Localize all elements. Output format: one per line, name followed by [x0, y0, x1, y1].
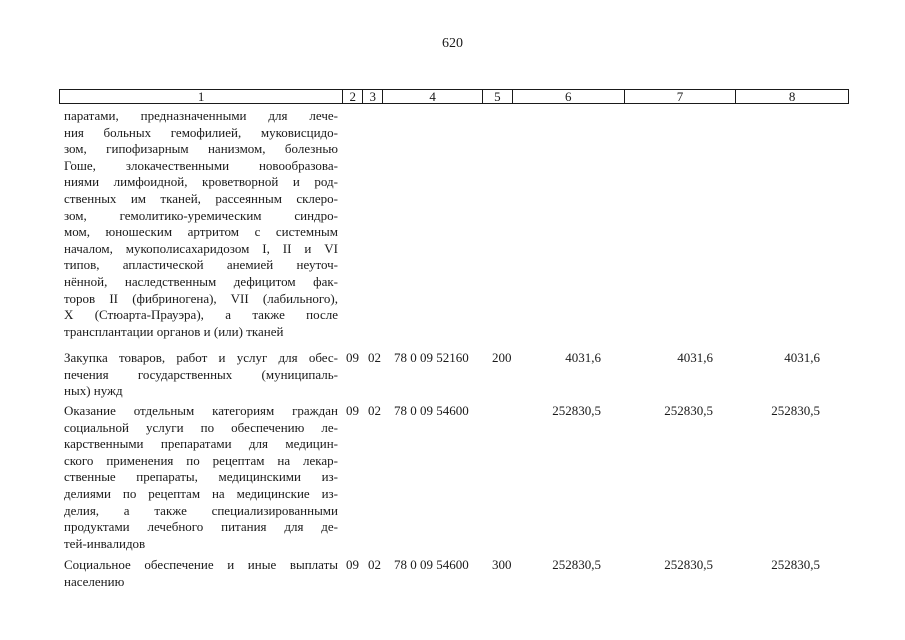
description-line: нённой, наследственным дефицитом фак-: [64, 273, 338, 289]
header-col-6: 6: [513, 90, 625, 103]
cell-c6: 252830,5: [552, 557, 601, 572]
row-description: [64, 350, 338, 400]
header-col-4: 4: [383, 90, 483, 103]
description-line: продуктами лечебного питания для де-: [64, 519, 338, 535]
header-col-5: 5: [483, 90, 513, 103]
description-line: населению: [64, 573, 125, 589]
cell-c6: 4031,6: [565, 350, 601, 365]
description-line: ственные препараты, медицинскими из-: [64, 469, 338, 485]
description-line: Оказание отдельным категориям граждан: [64, 403, 338, 418]
cell-c4: 78 0 09 52160: [394, 350, 469, 365]
description-line: мом, юношеским артритом с системным: [64, 224, 338, 240]
cell-c4: 78 0 09 54600: [394, 557, 469, 572]
description-line: началом, мукополисахаридозом I, II и VI: [64, 240, 338, 256]
page-number: 620: [442, 36, 463, 51]
description-line: трансплантации органов и (или) тканей: [64, 323, 284, 339]
cell-c3: 02: [368, 350, 381, 365]
cell-c3: 02: [368, 403, 381, 418]
description-line: паратами, предназначенными для лече-: [64, 108, 338, 123]
row-description: [64, 108, 338, 340]
header-col-8: 8: [788, 89, 796, 104]
description-line: зом, гипофизарным нанизмом, болезнью: [64, 141, 338, 157]
cell-c2: 09: [346, 350, 359, 365]
cell-c3: 02: [368, 557, 381, 572]
description-line: ственных им тканей, рассеянным склеро-: [64, 190, 338, 206]
header-col-2: 2: [343, 90, 363, 103]
cell-c8: 4031,6: [784, 350, 820, 365]
cell-c8: 252830,5: [771, 557, 820, 572]
description-line: Гоше, злокачественными новообразова-: [64, 157, 338, 173]
description-line: X (Стюарта-Прауэра), а также после: [64, 307, 338, 323]
description-line: делиями по рецептам на медицинские из-: [64, 485, 338, 501]
cell-c5: 300: [492, 557, 512, 572]
header-col-7: 7: [625, 90, 737, 103]
cell-c7: 252830,5: [664, 557, 713, 572]
cell-c8: 252830,5: [771, 403, 820, 418]
description-line: Закупка товаров, работ и услуг для обес-: [64, 350, 338, 365]
cell-c6: 252830,5: [552, 403, 601, 418]
description-line: социальной услуги по обеспечению ле-: [64, 419, 338, 435]
row-description: [64, 403, 338, 552]
cell-c2: 09: [346, 557, 359, 572]
description-line: тей-инвалидов: [64, 535, 146, 551]
description-line: делия, а также специализированными: [64, 502, 338, 518]
description-line: ниями лимфоидной, кроветворной и род-: [64, 174, 338, 190]
cell-c4: 78 0 09 54600: [394, 403, 469, 418]
description-line: Социальное обеспечение и иные выплаты: [64, 557, 338, 572]
cell-c7: 252830,5: [664, 403, 713, 418]
description-line: зом, гемолитико-уремическим синдро-: [64, 207, 338, 223]
cell-c2: 09: [346, 403, 359, 418]
description-line: карственными препаратами для медицин-: [64, 436, 338, 452]
row-description: [64, 557, 338, 590]
cell-c5: 200: [492, 350, 512, 365]
description-line: ния больных гемофилией, муковисцидо-: [64, 124, 338, 140]
description-line: ского применения по рецептам на лекар-: [64, 452, 338, 468]
description-line: торов II (фибриногена), VII (лабильного),: [64, 290, 338, 306]
cell-c7: 4031,6: [677, 350, 713, 365]
description-line: печения государственных (муниципаль-: [64, 366, 338, 382]
table-header-row: [59, 89, 849, 104]
description-line: типов, апластической анемией неуточ-: [64, 257, 338, 273]
header-col-3: 3: [363, 90, 383, 103]
description-line: ных) нужд: [64, 383, 123, 399]
header-col-1: 1: [60, 90, 343, 103]
